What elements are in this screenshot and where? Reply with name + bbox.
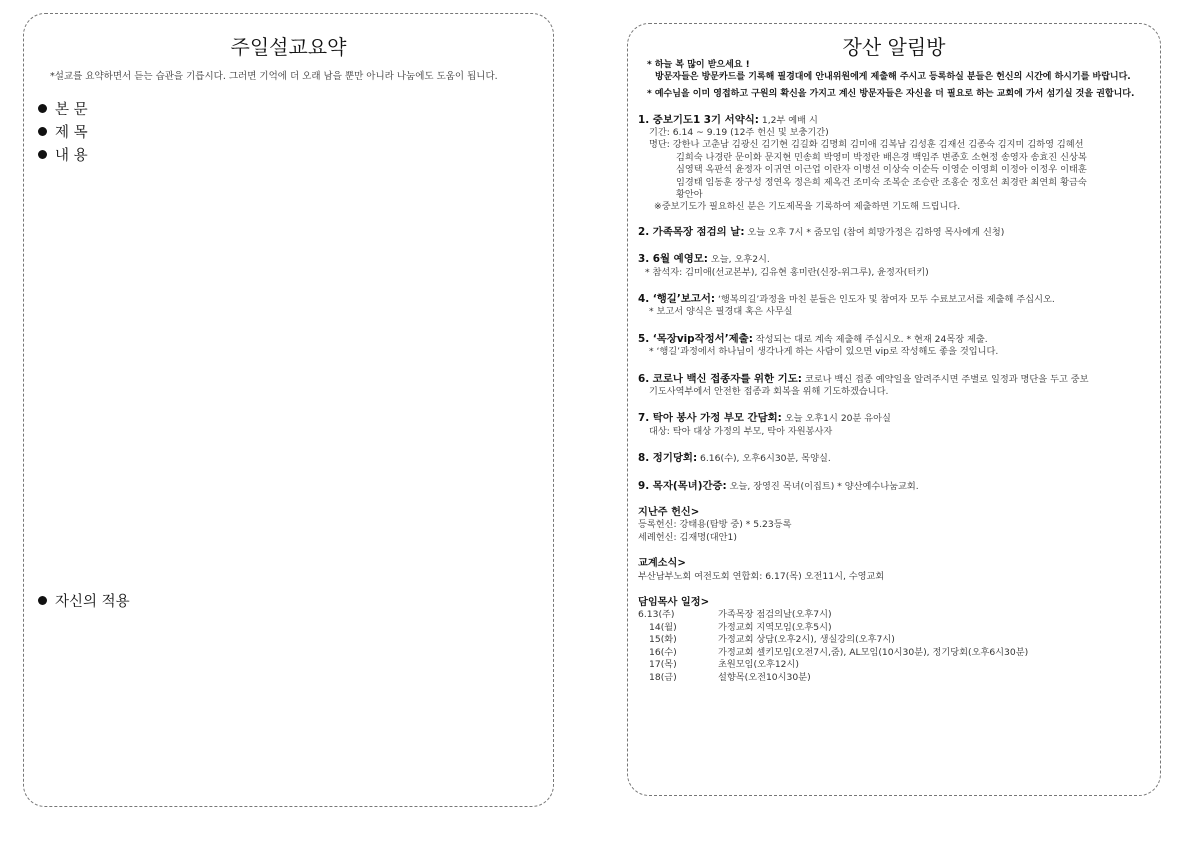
notice-sub: * ‘행길’과정에서 하나님이 생각나게 하는 사람이 있으면 vip로 작성해도 좋을 것입니다. (649, 346, 999, 358)
notice-text: 코로나 백신 접종 예약일을 알려주시면 주별로 일정과 명단을 두고 중보 (801, 373, 1089, 385)
notice-text: 오늘 오후 7시 * 줌모임 (참여 희망가정은 김하영 목사에게 신청) (744, 226, 1005, 238)
fellowship-line: 부산남부노회 여전도회 연합회: 6.17(목) 오전11시, 수영교회 (638, 570, 885, 582)
notice-6 (638, 373, 1152, 399)
notice-text: 6.16(수), 오후6시30분, 목양실. (697, 453, 831, 465)
bullet-title (38, 121, 88, 142)
notice-8 (638, 452, 1152, 465)
notice-heading: 1. 중보기도1 3기 서약식: (638, 113, 759, 126)
sermon-summary-title: 주일설교요약 (230, 35, 347, 59)
schedule-row (638, 622, 1152, 634)
notice-heading: 2. 가족목장 점검의 날: (638, 225, 745, 238)
notice-text: ‘행복의길’과정을 마친 분들은 인도자 및 참여자 모두 수료보고서를 제출해 주십시오. (715, 293, 1055, 305)
notice-heading: 7. 탁아 봉사 가정 부모 간담회: (638, 412, 782, 425)
schedule-row (638, 647, 1152, 659)
notice-note: ※중보기도가 필요하신 분은 기도제목을 기록하여 제출하면 기도해 드립니다. (654, 201, 961, 213)
intro-greeting: * 하늘 복 많이 받으세요 ! (647, 60, 750, 70)
sermon-summary-subtitle: *설교를 요약하면서 듣는 습관을 기릅시다. 그러면 기억에 더 오래 남을 뿐만 아니라 나눔에도 도움이 됩니다. (50, 71, 498, 82)
announcements-title: 장산 알림방 (842, 35, 946, 59)
schedule-event: 가족목장 점검의날(오후7시) (718, 609, 832, 621)
notice-heading: 6. 코로나 백신 접종자를 위한 기도: (638, 372, 802, 385)
schedule-date: 14(월) (649, 621, 677, 633)
notice-period: 기간: 6.14 ~ 9.19 (12주 헌신 및 보충기간) (649, 126, 829, 138)
notice-sub: 기도사역부에서 안전한 접종과 회복을 위해 기도하겠습니다. (649, 386, 889, 397)
schedule-row (638, 672, 1152, 684)
notice-names: 황안아 (676, 188, 703, 200)
bullet-dot-icon (38, 596, 47, 605)
schedule-row (638, 634, 1152, 646)
bullet-dot-icon (38, 150, 47, 159)
notice-5 (638, 333, 1152, 359)
schedule-row (638, 659, 1152, 671)
schedule-title: 담임목사 일정> (638, 597, 710, 609)
schedule-date: 17(목) (649, 659, 677, 671)
schedule-event: 가정교회 셀키모임(오전7시,줌), AL모임(10시30분), 정기당회(오후6시30분) (718, 646, 1029, 658)
notice-names: 임경태 임동훈 장구성 정연옥 정은희 제옥건 조미숙 조복순 조승란 조홍순 정호선 최경란 최연희 황금숙 (676, 176, 1087, 188)
intro-visitor: 방문자들은 방문카드를 기록해 필경대에 안내위원에게 제출해 주시고 등록하실 분들은 헌신의 시간에 하시기를 바랍니다. (655, 71, 1131, 82)
bullet-label: 내 용 (55, 148, 88, 164)
notice-text: 1,2부 예배 시 (758, 114, 818, 126)
notice-heading: 3. 6월 예영모: (638, 253, 708, 266)
notice-text: 오늘, 오후2시. (707, 254, 770, 266)
notice-sub: * 참석자: 김미애(선교본부), 김유현 홍미란(신장-위그루), 윤정자(터키) (645, 266, 929, 278)
notice-heading: 4. ‘행길’보고서: (638, 292, 716, 305)
notice-sub: * 보고서 양식은 필경대 혹은 사무실 (649, 306, 793, 318)
bullet-content (38, 144, 88, 165)
schedule-date: 16(수) (649, 646, 677, 658)
bullet-application (38, 590, 130, 611)
announcements-body (638, 60, 1152, 684)
fellowship-title: 교계소식> (638, 558, 686, 570)
schedule-date: 6.13(주) (638, 609, 675, 621)
offering-line: 세례헌신: 김재명(대안1) (638, 531, 737, 543)
notice-text: 작성되는 대로 계속 제출해 주십시오. * 현재 24목장 제출. (752, 333, 988, 345)
intro-believer: * 예수님을 이미 영접하고 구원의 확신을 가지고 계신 방문자들은 자신을 더 필요로 하는 교회에 가서 섬기실 것을 권합니다. (647, 89, 1135, 99)
notice-7 (638, 412, 1152, 438)
notice-9 (638, 480, 1152, 493)
notice-names: 심영택 옥판석 윤정자 이귀연 이근업 이란자 이병선 이상숙 이순득 이영순 이영희 이정아 이정우 이태훈 (676, 164, 1087, 176)
bullet-label: 자신의 적용 (55, 594, 130, 610)
bullet-dot-icon (38, 127, 47, 136)
sermon-summary-panel (23, 13, 554, 807)
schedule-event: 가정교회 상담(오후2시), 생실강의(오후7시) (718, 634, 895, 646)
notice-names: 김희숙 나경란 문이화 문지현 민송희 박영미 박정란 배은경 백임주 변종호 소현정 송영자 송효진 신상복 (676, 151, 1087, 163)
fellowship-section (638, 558, 1152, 583)
schedule-event: 초원모임(오후12시) (718, 659, 799, 671)
notice-heading: 9. 목자(목녀)간증: (638, 479, 727, 492)
intro-block (638, 60, 1152, 101)
schedule-section (638, 597, 1152, 684)
announcements-panel (627, 23, 1161, 796)
offering-line: 등록헌신: 강태용(탐방 중) * 5.23등록 (638, 519, 792, 531)
notice-4 (638, 293, 1152, 319)
notice-1 (638, 114, 1152, 214)
bullet-scripture (38, 98, 88, 119)
notice-sub: 대상: 탁아 대상 가정의 부모, 탁아 자원봉사자 (649, 425, 833, 437)
notice-2 (638, 226, 1152, 239)
schedule-row (638, 609, 1152, 621)
bullet-dot-icon (38, 104, 47, 113)
offering-title: 지난주 헌신> (638, 507, 700, 519)
offering-section (638, 507, 1152, 544)
notice-heading: 8. 정기당회: (638, 452, 698, 465)
notice-text: 오늘, 장영진 목녀(이집트) * 양산예수나눔교회. (726, 480, 919, 492)
notice-3 (638, 253, 1152, 279)
schedule-event: 설향목(오전10시30분) (718, 671, 811, 683)
bullet-label: 본 문 (55, 102, 88, 118)
schedule-date: 18(금) (649, 671, 677, 683)
notice-heading: 5. ‘목장vip작정서’제출: (638, 332, 753, 345)
schedule-date: 15(화) (649, 634, 677, 646)
notice-names: 명단: 강한나 고춘남 김광신 김기현 김길화 김명희 김미애 김복남 김성훈 김재선 김종숙 김지미 김하영 김혜선 (649, 139, 1084, 151)
bullet-label: 제 목 (55, 125, 88, 141)
notice-text: 오늘 오후1시 20분 유아실 (781, 413, 891, 425)
schedule-event: 가정교회 지역모임(오후5시) (718, 621, 832, 633)
